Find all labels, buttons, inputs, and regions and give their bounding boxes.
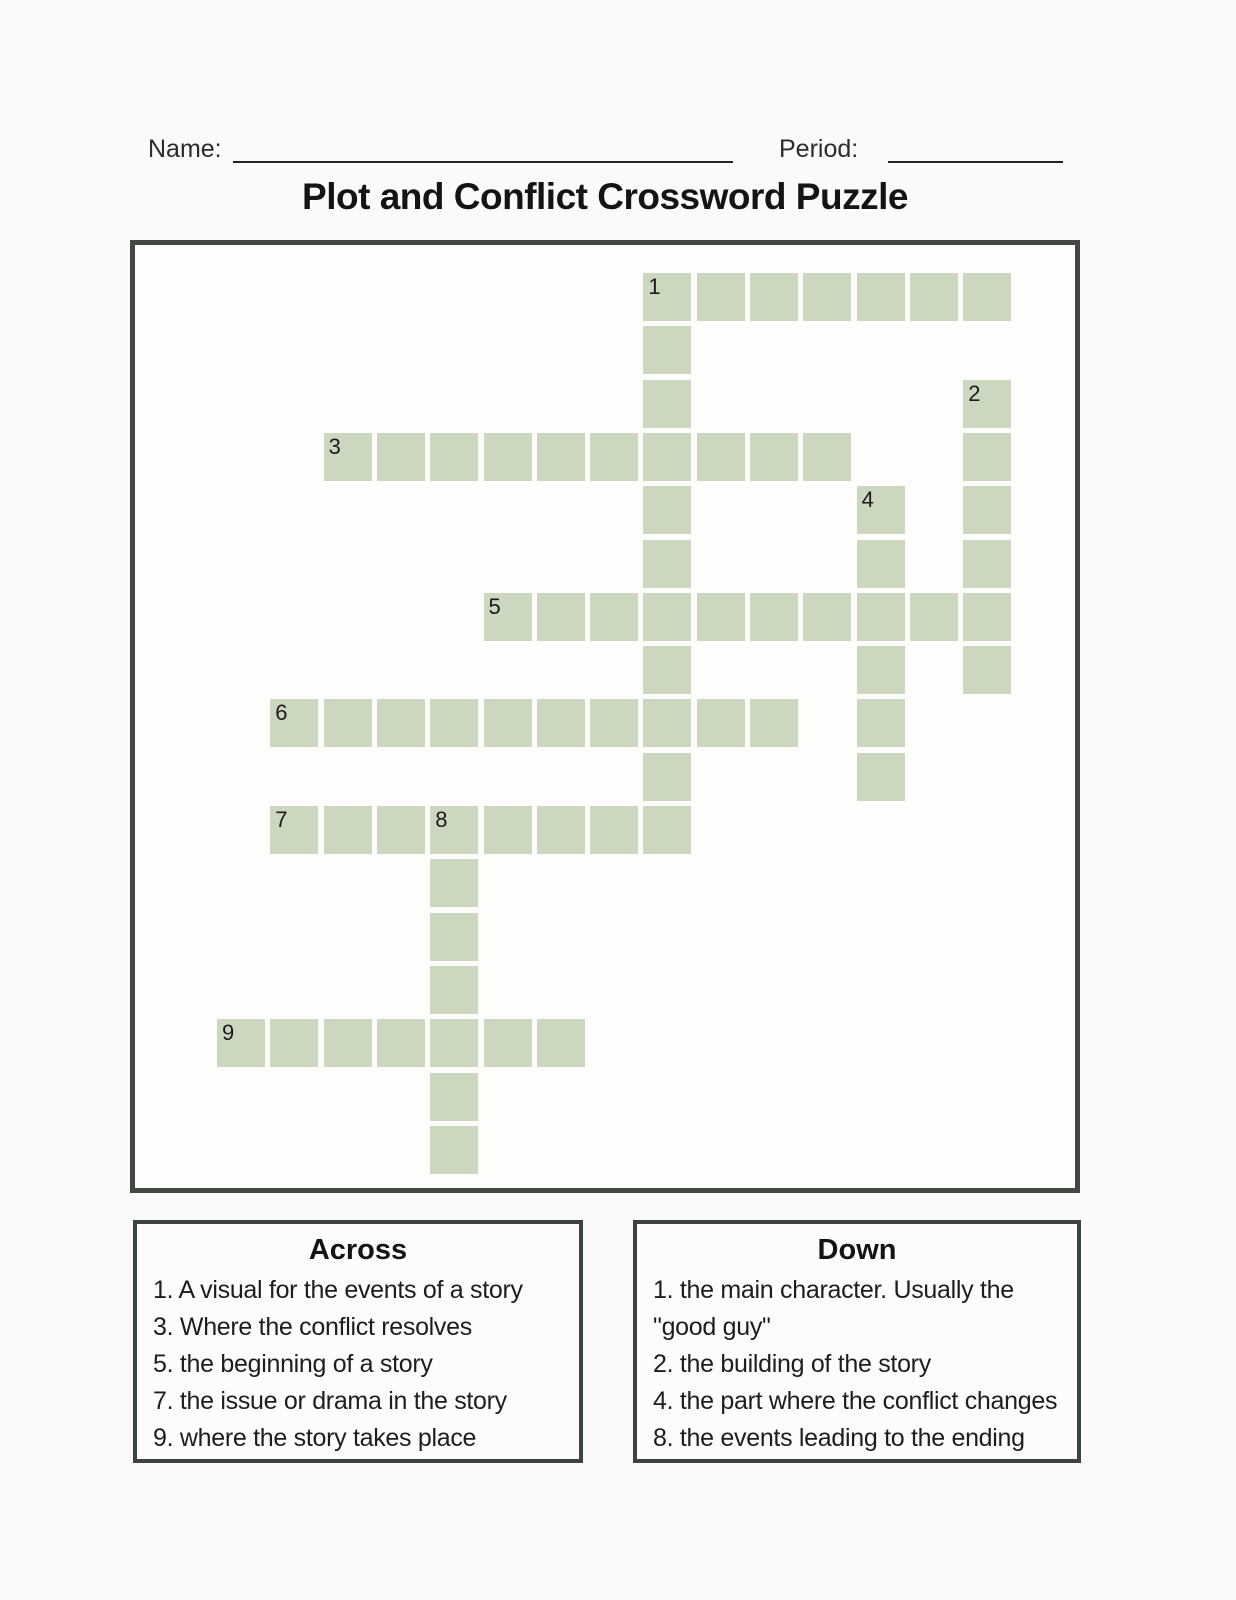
period-label: Period: [779,135,859,163]
grid-cell[interactable] [697,273,745,321]
grid-cell[interactable] [377,806,425,854]
grid-cell[interactable] [324,806,372,854]
grid-cell[interactable] [377,699,425,747]
grid-cell[interactable] [857,593,905,641]
grid-cell[interactable] [484,433,532,481]
grid-cell[interactable] [910,273,958,321]
grid-cell[interactable] [697,593,745,641]
crossword-grid [130,240,1080,1193]
clue-number-label: 5 [488,593,501,619]
grid-cell[interactable] [430,806,478,854]
down-clues-box [633,1220,1081,1463]
grid-cell[interactable] [430,1019,478,1067]
grid-cell[interactable] [537,699,585,747]
grid-cell[interactable] [750,699,798,747]
grid-cell[interactable] [270,806,318,854]
page-title: Plot and Conflict Crossword Puzzle [302,176,908,217]
grid-cell[interactable] [963,646,1011,694]
across-clue-1: 1. A visual for the events of a story [153,1276,523,1304]
grid-cell[interactable] [963,380,1011,428]
across-title: Across [308,1234,408,1266]
grid-cell[interactable] [643,273,691,321]
grid-cell[interactable] [963,433,1011,481]
grid-cell[interactable] [697,433,745,481]
grid-cell[interactable] [590,593,638,641]
grid-cell[interactable] [803,433,851,481]
grid-cell[interactable] [643,326,691,374]
grid-cell[interactable] [270,699,318,747]
grid-cell[interactable] [484,1019,532,1067]
across-clue-7: 7. the issue or drama in the story [153,1387,507,1415]
across-clue-list [137,1272,579,1457]
name-input-line[interactable] [233,130,733,163]
grid-cell[interactable] [643,593,691,641]
across-clue-9: 9. where the story takes place [153,1424,477,1452]
grid-cell[interactable] [377,433,425,481]
down-clue-8: 8. the events leading to the ending [653,1424,1025,1452]
grid-cell[interactable] [643,433,691,481]
grid-cell[interactable] [697,699,745,747]
grid-cell[interactable] [217,1019,265,1067]
grid-cell[interactable] [643,486,691,534]
grid-cell[interactable] [537,1019,585,1067]
grid-cell[interactable] [803,593,851,641]
grid-cell[interactable] [430,966,478,1014]
clue-number-label: 3 [328,433,341,459]
down-title: Down [817,1234,897,1266]
grid-cell[interactable] [430,1073,478,1121]
grid-cell[interactable] [484,593,532,641]
grid-cell[interactable] [963,273,1011,321]
grid-cell[interactable] [857,540,905,588]
grid-cell[interactable] [590,806,638,854]
grid-cell[interactable] [430,859,478,907]
grid-cell[interactable] [430,699,478,747]
grid-cell[interactable] [377,1019,425,1067]
grid-cell[interactable] [430,913,478,961]
period-input-line[interactable] [888,130,1063,163]
grid-cell[interactable] [484,806,532,854]
down-clue-4: 4. the part where the conflict changes [653,1387,1058,1415]
grid-cell[interactable] [270,1019,318,1067]
grid-cell[interactable] [324,1019,372,1067]
grid-cell[interactable] [590,699,638,747]
grid-cell[interactable] [963,486,1011,534]
down-clue-1: 1. the main character. Usually the "good guy" [653,1276,1014,1341]
grid-cell[interactable] [910,593,958,641]
grid-cell[interactable] [537,433,585,481]
grid-cell[interactable] [643,806,691,854]
grid-cell[interactable] [750,593,798,641]
grid-cell[interactable] [643,646,691,694]
across-clues-box [133,1220,583,1463]
down-clue-2: 2. the building of the story [653,1350,931,1378]
grid-cell[interactable] [537,593,585,641]
across-clue-3: 3. Where the conflict resolves [153,1313,472,1341]
grid-cell[interactable] [963,593,1011,641]
name-label: Name: [148,135,222,163]
grid-cell[interactable] [643,699,691,747]
clue-number-label: 8 [435,807,448,832]
clue-number-label: 2 [968,380,981,406]
grid-cell[interactable] [643,753,691,801]
clue-number-label: 6 [275,700,288,726]
grid-cell[interactable] [857,273,905,321]
clue-number-label: 7 [275,807,288,832]
clue-number-label: 1 [648,274,661,299]
grid-cell[interactable] [643,540,691,588]
grid-cell[interactable] [803,273,851,321]
grid-cell[interactable] [590,433,638,481]
across-clue-5: 5. the beginning of a story [153,1350,433,1378]
grid-cell[interactable] [857,646,905,694]
grid-cell[interactable] [857,699,905,747]
grid-cell[interactable] [537,806,585,854]
grid-cell[interactable] [643,380,691,428]
clue-number-label: 4 [861,487,874,513]
down-clue-list [637,1272,1077,1457]
grid-cell[interactable] [857,753,905,801]
grid-cell[interactable] [963,540,1011,588]
clue-number-label: 9 [222,1020,235,1046]
grid-cell[interactable] [750,433,798,481]
grid-cell[interactable] [324,699,372,747]
grid-cell[interactable] [430,433,478,481]
grid-cell[interactable] [430,1126,478,1174]
grid-cell[interactable] [857,486,905,534]
grid-cell[interactable] [750,273,798,321]
grid-cell[interactable] [484,699,532,747]
grid-cell[interactable] [324,433,372,481]
